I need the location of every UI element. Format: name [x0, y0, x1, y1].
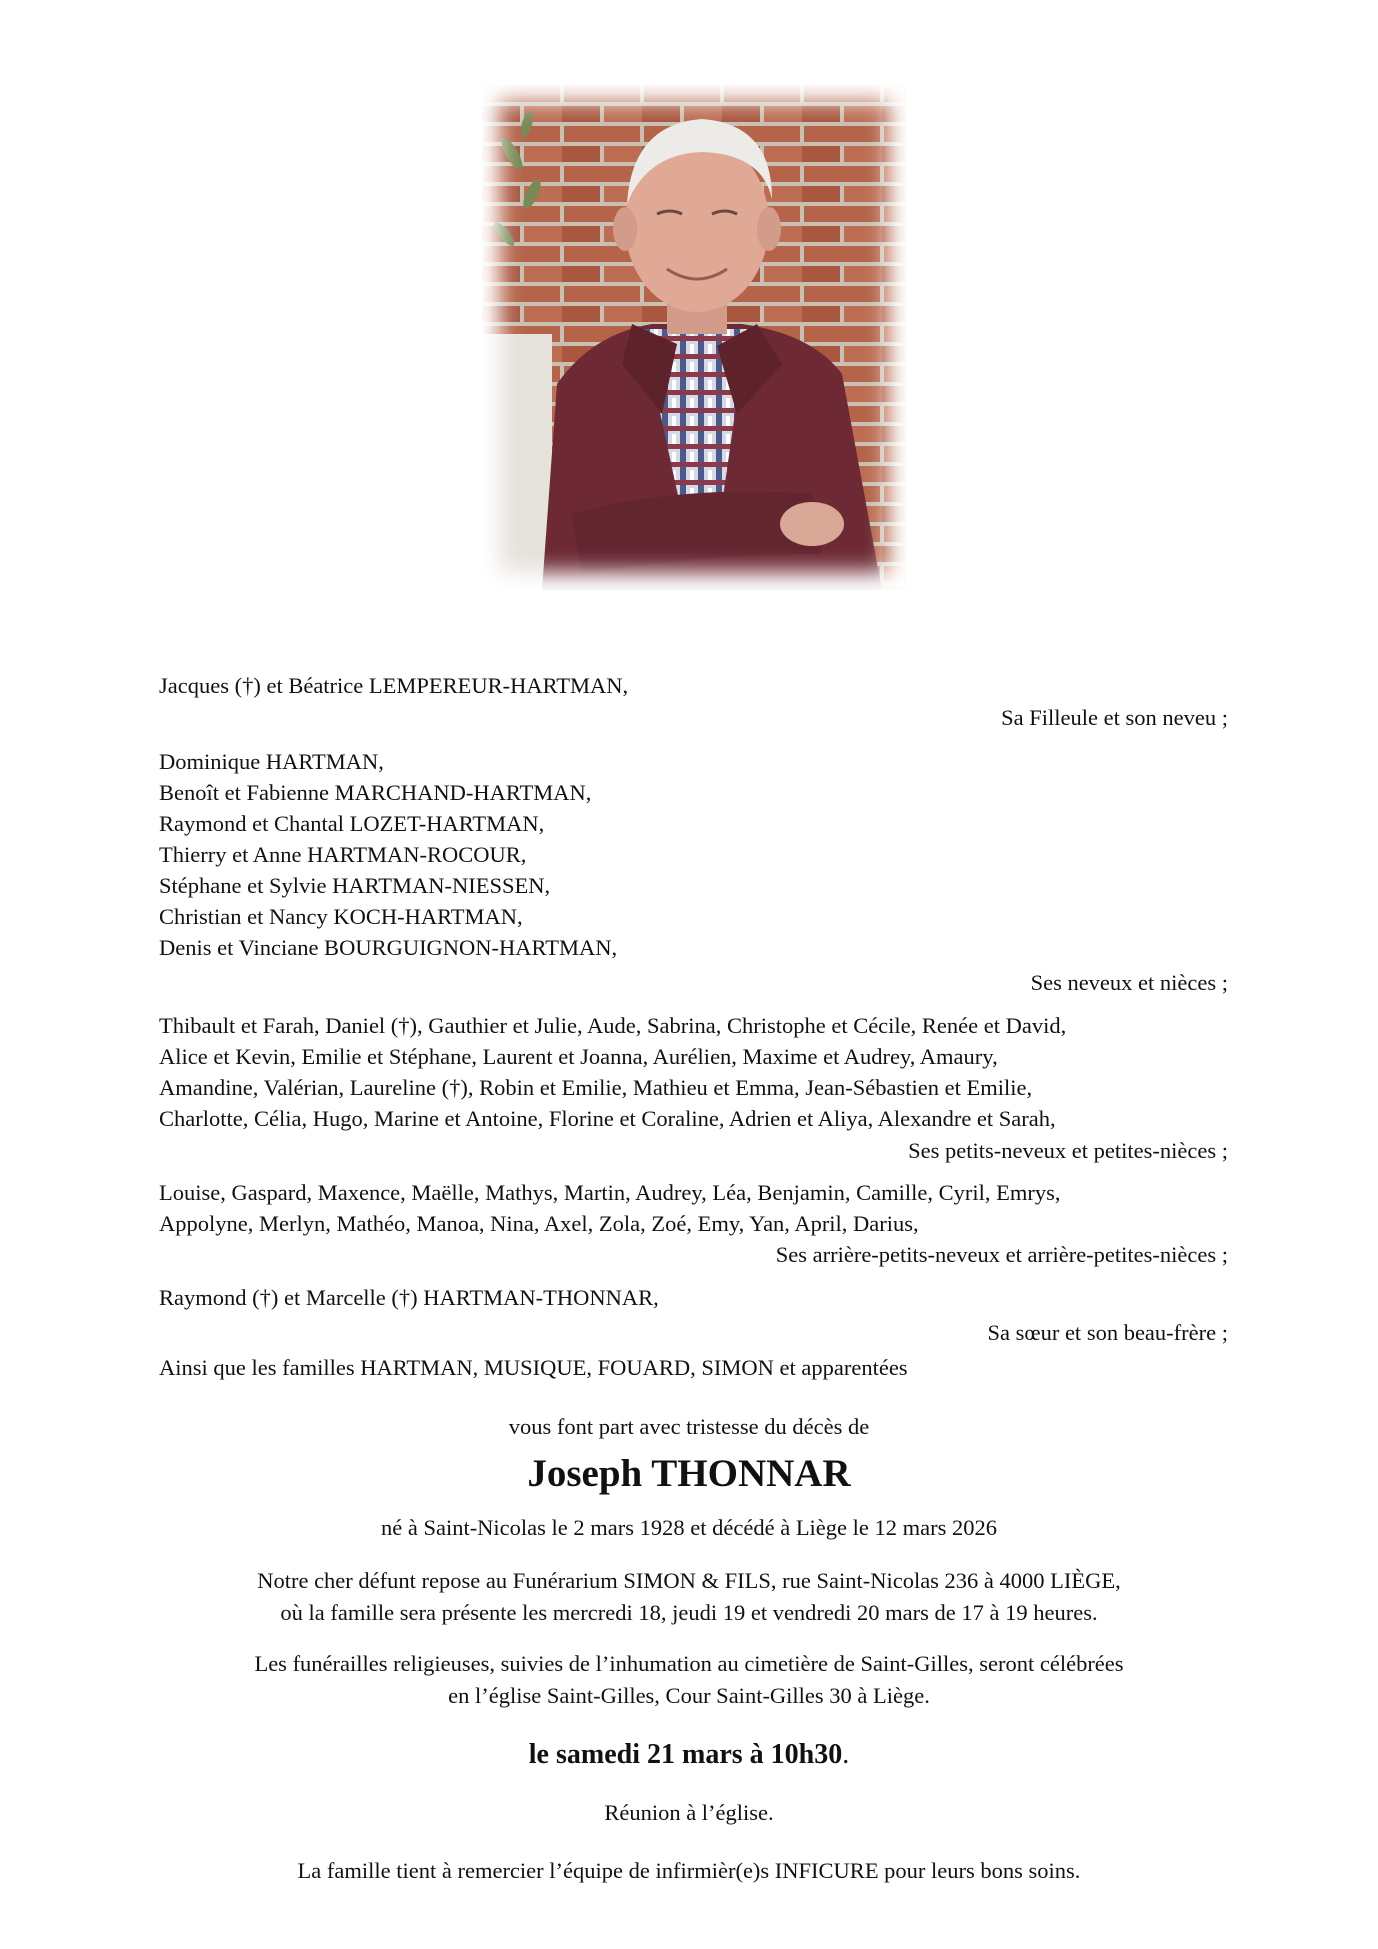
family-line: Raymond et Chantal LOZET-HARTMAN,: [159, 811, 545, 836]
reunion-line: Réunion à l’église.: [604, 1800, 774, 1825]
family-line: Charlotte, Célia, Hugo, Marine et Antoine, Florine et Coraline, Adrien et Aliya, Alexandre et Sarah,: [159, 1106, 1056, 1131]
thanks-line: La famille tient à remercier l’équipe de infirmièr(e)s INFICURE pour leurs bons soins.: [297, 1858, 1081, 1883]
family-line: Amandine, Valérian, Laureline (†), Robin et Emilie, Mathieu et Emma, Jean-Sébastien et Emilie,: [159, 1075, 1033, 1100]
family-line: Dominique HARTMAN,: [159, 749, 384, 774]
family-line: Louise, Gaspard, Maxence, Maëlle, Mathys, Martin, Audrey, Léa, Benjamin, Camille, Cyril, Emrys,: [159, 1180, 1061, 1205]
family-line: Thibault et Farah, Daniel (†), Gauthier et Julie, Aude, Sabrina, Christophe et Cécile, Renée et David,: [159, 1013, 1067, 1038]
relation-label-2: Ses neveux et nièces ;: [1030, 970, 1228, 995]
family-line: Benoît et Fabienne MARCHAND-HARTMAN,: [159, 780, 592, 805]
family-line: Alice et Kevin, Emilie et Stéphane, Laurent et Joanna, Aurélien, Maxime et Audrey, Amaury,: [159, 1044, 998, 1069]
family-group-5: Raymond (†) et Marcelle (†) HARTMAN-THONNAR,: [159, 1285, 659, 1310]
family-line: Stéphane et Sylvie HARTMAN-NIESSEN,: [159, 873, 551, 898]
family-line: Denis et Vinciane BOURGUIGNON-HARTMAN,: [159, 935, 618, 960]
relation-label-1: Sa Filleule et son neveu ;: [1001, 705, 1228, 730]
relation-label-4: Ses arrière-petits-neveux et arrière-petites-nièces ;: [775, 1242, 1228, 1267]
family-group-6: Ainsi que les familles HARTMAN, MUSIQUE, FOUARD, SIMON et apparentées: [159, 1355, 908, 1380]
relation-label-3: Ses petits-neveux et petites-nièces ;: [908, 1138, 1228, 1163]
birth-death-line: né à Saint-Nicolas le 2 mars 1928 et décédé à Liège le 12 mars 2026: [380, 1515, 998, 1540]
family-group-1: Jacques (†) et Béatrice LEMPEREUR-HARTMAN,: [159, 673, 629, 698]
portrait-photo: [482, 84, 906, 590]
visiting-hours-line: où la famille sera présente les mercredi 18, jeudi 19 et vendredi 20 mars de 17 à 19 heures.: [280, 1600, 1098, 1625]
deceased-name: Joseph THONNAR: [527, 1452, 851, 1495]
family-line: Appolyne, Merlyn, Mathéo, Manoa, Nina, Axel, Zola, Zoé, Emy, Yan, April, Darius,: [159, 1211, 919, 1236]
funeral-line: Les funérailles religieuses, suivies de l’inhumation au cimetière de Saint-Gilles, seront célébrées: [254, 1651, 1124, 1676]
church-line: en l’église Saint-Gilles, Cour Saint-Gilles 30 à Liège.: [448, 1683, 930, 1708]
announcement-intro: vous font part avec tristesse du décès de: [508, 1414, 870, 1439]
ceremony-date-period: .: [842, 1739, 850, 1770]
family-line: Christian et Nancy KOCH-HARTMAN,: [159, 904, 523, 929]
ceremony-date: [0, 1737, 1378, 1773]
ceremony-date-bold: le samedi 21 mars à 10h30: [528, 1739, 843, 1770]
family-line: Thierry et Anne HARTMAN-ROCOUR,: [159, 842, 527, 867]
relation-label-5: Sa sœur et son beau-frère ;: [987, 1320, 1228, 1345]
resting-place-line: Notre cher défunt repose au Funérarium SIMON & FILS, rue Saint-Nicolas 236 à 4000 LIÈGE,: [257, 1568, 1121, 1593]
